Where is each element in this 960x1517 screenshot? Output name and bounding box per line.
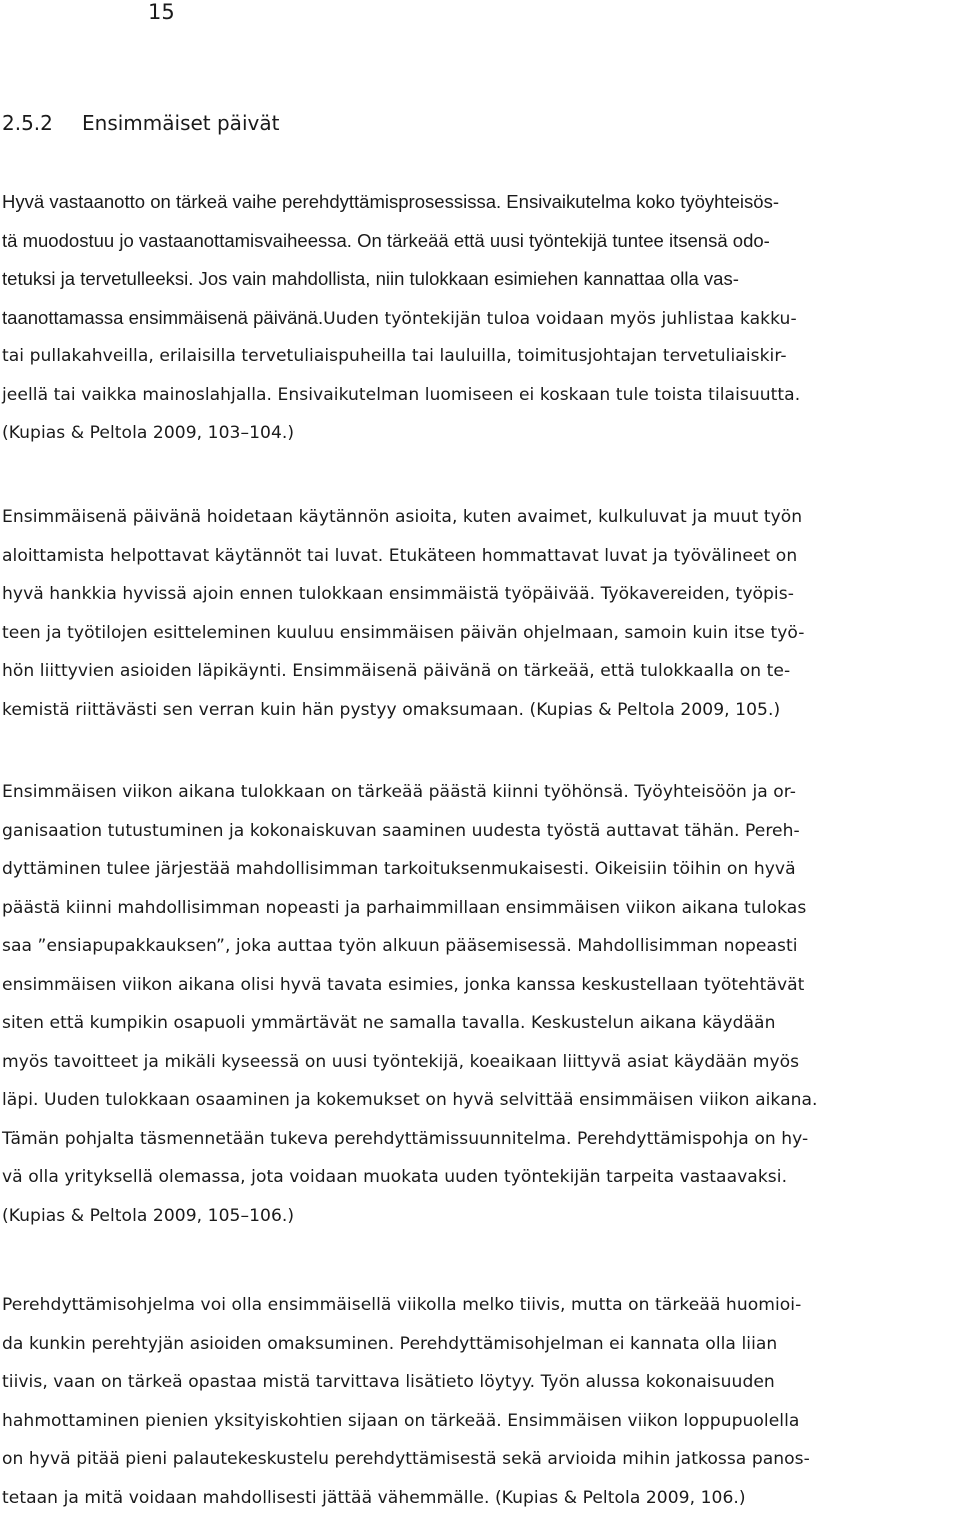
text-segment: Ensimmäisen viikon aikana tulokkaan on tärkeää päästä kiinni työhönsä. Työyhteisöön ja or-: [2, 773, 796, 812]
text-segment: myös tavoitteet ja mikäli kyseessä on uusi työntekijä, koeaikaan liittyvä asiat käydään myös: [2, 1043, 799, 1082]
text-segment: Uuden työntekijän tuloa voidaan myös juhlistaa kakku-: [323, 300, 797, 339]
text-segment: tiivis, vaan on tärkeä opastaa mistä tarvittava lisätieto löytyy. Työn alussa kokonaisuuden: [2, 1363, 775, 1402]
text-segment: Tämän pohjalta täsmennetään tukeva perehdyttämissuunnitelma. Perehdyttämispohja on hy-: [2, 1120, 808, 1159]
text-line: [2, 260, 956, 299]
text-line: [2, 1479, 956, 1517]
text-segment: (Kupias & Peltola 2009, 105–106.): [2, 1197, 294, 1236]
text-segment: teen ja työtilojen esitteleminen kuuluu ensimmäisen päivän ohjelmaan, samoin kuin itse työ-: [2, 614, 805, 653]
text-line: [2, 498, 956, 537]
text-line: [2, 1402, 956, 1441]
text-line: [2, 1286, 956, 1325]
text-line: [2, 299, 956, 338]
paragraph-1: [2, 183, 960, 453]
text-segment: tetuksi ja tervetulleeksi. Jos vain mahdollista, niin tulokkaan esimiehen kannattaa olla vas-: [2, 260, 739, 299]
text-segment: kemistä riittävästi sen verran kuin hän pystyy omaksumaan. (Kupias & Peltola 2009, 105.): [2, 691, 780, 730]
text-segment: Hyvä vastaanotto on tärkeä vaihe perehdyttämisprosessissa. Ensivaikutelma koko työyhteisös-: [2, 183, 779, 222]
text-segment: hyvä hankkia hyvissä ajoin ennen tulokkaan ensimmäistä työpäivää. Työkavereiden, työpis-: [2, 575, 794, 614]
text-line: [2, 337, 956, 376]
text-line: [2, 1197, 956, 1236]
text-segment: päästä kiinni mahdollisimman nopeasti ja parhaimmillaan ensimmäisen viikon aikana tulokas: [2, 889, 806, 928]
section-number: 2.5.2: [2, 111, 82, 135]
paragraph-2: [2, 498, 960, 729]
text-segment: taanottamassa ensimmäisenä päivänä.: [2, 299, 323, 338]
text-segment: Perehdyttämisohjelma voi olla ensimmäisellä viikolla melko tiivis, mutta on tärkeää huomioi-: [2, 1286, 801, 1325]
text-segment: saa ”ensiapupakkauksen”, joka auttaa työn alkuun pääsemisessä. Mahdollisimman nopeasti: [2, 927, 798, 966]
text-segment: tai pullakahveilla, erilaisilla tervetuliaispuheilla tai lauluilla, toimitusjohtajan tervetuliaiskir-: [2, 337, 787, 376]
section-title: Ensimmäiset päivät: [82, 111, 279, 135]
text-segment: vä olla yrityksellä olemassa, jota voidaan muokata uuden työntekijän tarpeita vastaavaksi.: [2, 1158, 787, 1197]
text-segment: hön liittyvien asioiden läpikäynti. Ensimmäisenä päivänä on tärkeää, että tulokkaalla on te-: [2, 652, 790, 691]
text-line: [2, 889, 956, 928]
paragraph-3: [2, 773, 960, 1235]
text-segment: läpi. Uuden tulokkaan osaaminen ja kokemukset on hyvä selvittää ensimmäisen viikon aikana.: [2, 1081, 818, 1120]
text-line: [2, 1081, 956, 1120]
text-line: [2, 414, 956, 453]
page-number: 15: [148, 0, 175, 24]
text-line: [2, 966, 956, 1005]
text-line: [2, 1004, 956, 1043]
text-segment: (Kupias & Peltola 2009, 103–104.): [2, 414, 294, 453]
text-line: [2, 1043, 956, 1082]
text-line: [2, 812, 956, 851]
text-segment: tetaan ja mitä voidaan mahdollisesti jättää vähemmälle. (Kupias & Peltola 2009, 106.): [2, 1479, 746, 1517]
paragraph-4: [2, 1286, 960, 1517]
text-line: [2, 1120, 956, 1159]
text-line: [2, 222, 956, 261]
text-line: [2, 183, 956, 222]
text-line: [2, 376, 956, 415]
text-line: [2, 537, 956, 576]
text-segment: da kunkin perehtyjän asioiden omaksuminen. Perehdyttämisohjelman ei kannata olla liian: [2, 1325, 777, 1364]
text-line: [2, 773, 956, 812]
text-segment: ensimmäisen viikon aikana olisi hyvä tavata esimies, jonka kanssa keskustellaan työtehtävät: [2, 966, 804, 1005]
text-segment: ganisaation tutustuminen ja kokonaiskuvan saaminen uudesta työstä auttavat tähän. Pereh-: [2, 812, 800, 851]
text-segment: on hyvä pitää pieni palautekeskustelu perehdyttämisestä sekä arvioida mihin jatkossa panos-: [2, 1440, 810, 1479]
text-line: [2, 575, 956, 614]
text-segment: hahmottaminen pienien yksityiskohtien sijaan on tärkeää. Ensimmäisen viikon loppupuolella: [2, 1402, 799, 1441]
text-line: [2, 850, 956, 889]
text-segment: dyttäminen tulee järjestää mahdollisimman tarkoituksenmukaisesti. Oikeisiin töihin on hyvä: [2, 850, 796, 889]
text-line: [2, 1363, 956, 1402]
text-segment: aloittamista helpottavat käytännöt tai luvat. Etukäteen hommattavat luvat ja työvälineet on: [2, 537, 797, 576]
text-line: [2, 1440, 956, 1479]
text-line: [2, 1325, 956, 1364]
text-line: [2, 927, 956, 966]
text-line: [2, 1158, 956, 1197]
text-segment: siten että kumpikin osapuoli ymmärtävät ne samalla tavalla. Keskustelun aikana käydään: [2, 1004, 775, 1043]
text-segment: Ensimmäisenä päivänä hoidetaan käytännön asioita, kuten avaimet, kulkuluvat ja muut työn: [2, 498, 802, 537]
text-line: [2, 652, 956, 691]
text-segment: tä muodostuu jo vastaanottamisvaiheessa. On tärkeää että uusi työntekijä tuntee itsensä odo-: [2, 222, 770, 261]
text-segment: jeellä tai vaikka mainoslahjalla. Ensivaikutelman luomiseen ei koskaan tule toista tilaisuutta.: [2, 376, 800, 415]
text-line: [2, 691, 956, 730]
text-line: [2, 614, 956, 653]
section-heading: [2, 111, 279, 135]
